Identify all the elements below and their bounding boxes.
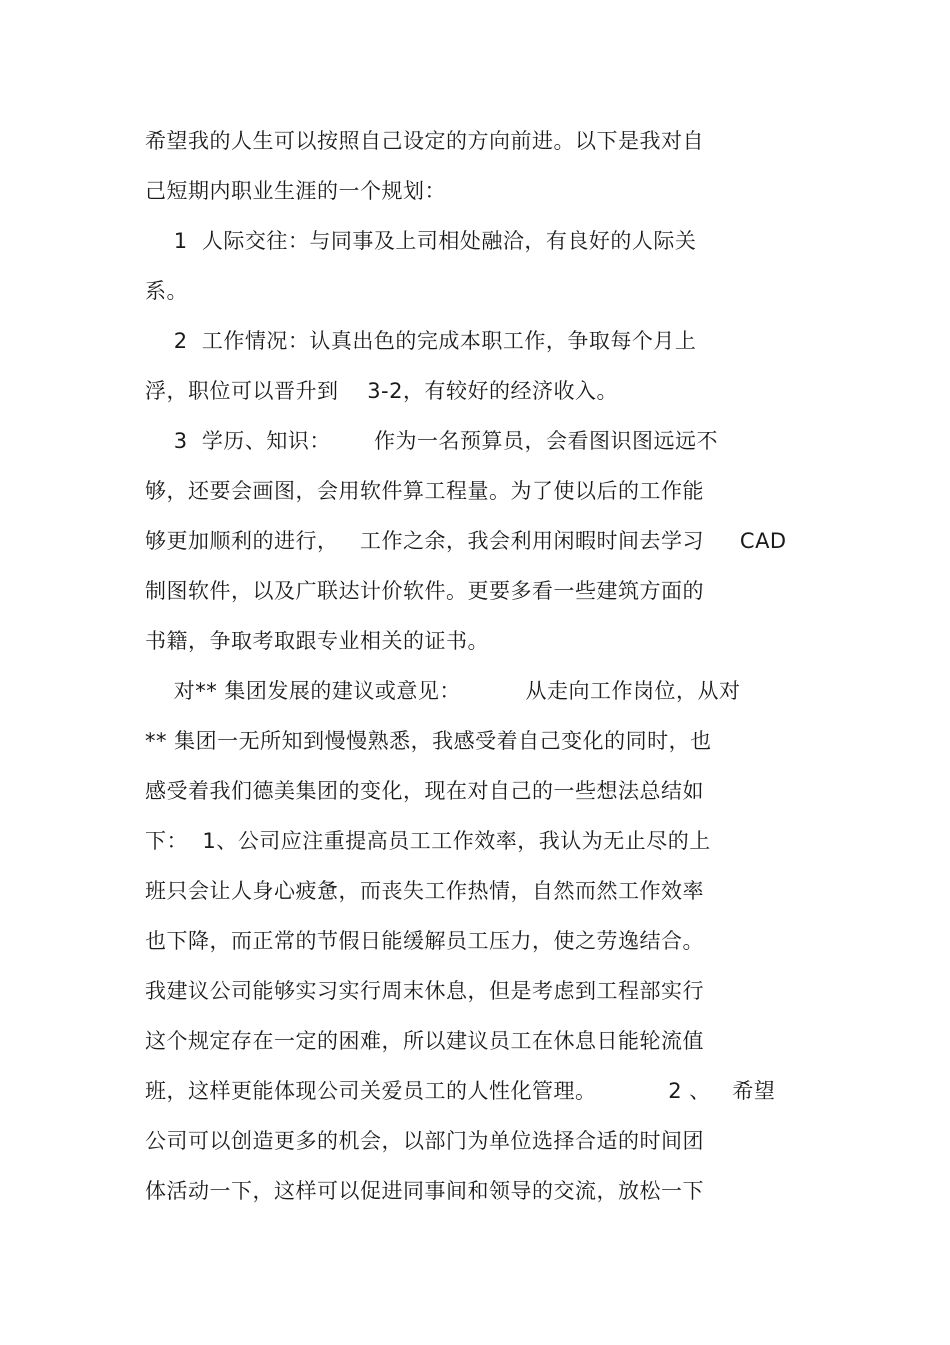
text-line: 班只会让人身心疲惫，而丧失工作热情，自然而然工作效率 xyxy=(145,879,704,903)
text-line: 浮，职位可以晋升到 3-2，有较好的经济收入。 xyxy=(145,379,618,403)
text-line: ** 集团一无所知到慢慢熟悉，我感受着自己变化的同时，也 xyxy=(145,729,712,753)
text-line: 希望我的人生可以按照自己设定的方向前进。以下是我对自 xyxy=(145,129,704,153)
text-line: 公司可以创造更多的机会，以部门为单位选择合适的时间团 xyxy=(145,1129,704,1153)
text-line: 我建议公司能够实习实行周末休息，但是考虑到工程部实行 xyxy=(145,979,704,1003)
text-line: 班，这样更能体现公司关爱员工的人性化管理。 2 、 希望 xyxy=(145,1079,776,1103)
text-line: 书籍，争取考取跟专业相关的证书。 xyxy=(145,629,489,653)
text-line: 这个规定存在一定的困难，所以建议员工在休息日能轮流值 xyxy=(145,1029,704,1053)
text-line: 对** 集团发展的建议或意见： 从走向工作岗位，从对 xyxy=(145,679,741,703)
text-line: 下： 1、公司应注重提高员工工作效率，我认为无止尽的上 xyxy=(145,829,711,853)
text-line: 系。 xyxy=(145,279,188,303)
text-line: 3 学历、知识： 作为一名预算员，会看图识图远远不 xyxy=(145,429,718,453)
text-line: 己短期内职业生涯的一个规划： xyxy=(145,179,446,203)
text-line: 2 工作情况：认真出色的完成本职工作，争取每个月上 xyxy=(145,329,697,353)
text-line: 够，还要会画图，会用软件算工程量。为了使以后的工作能 xyxy=(145,479,704,503)
text-line: 够更加顺利的进行， 工作之余，我会利用闲暇时间去学习 CAD xyxy=(145,529,787,553)
text-line: 制图软件，以及广联达计价软件。更要多看一些建筑方面的 xyxy=(145,579,704,603)
text-line: 1 人际交往：与同事及上司相处融洽，有良好的人际关 xyxy=(145,229,697,253)
text-line: 感受着我们德美集团的变化，现在对自己的一些想法总结如 xyxy=(145,779,704,803)
text-line: 也下降，而正常的节假日能缓解员工压力，使之劳逸结合。 xyxy=(145,929,704,953)
text-line: 体活动一下，这样可以促进同事间和领导的交流，放松一下 xyxy=(145,1179,704,1203)
